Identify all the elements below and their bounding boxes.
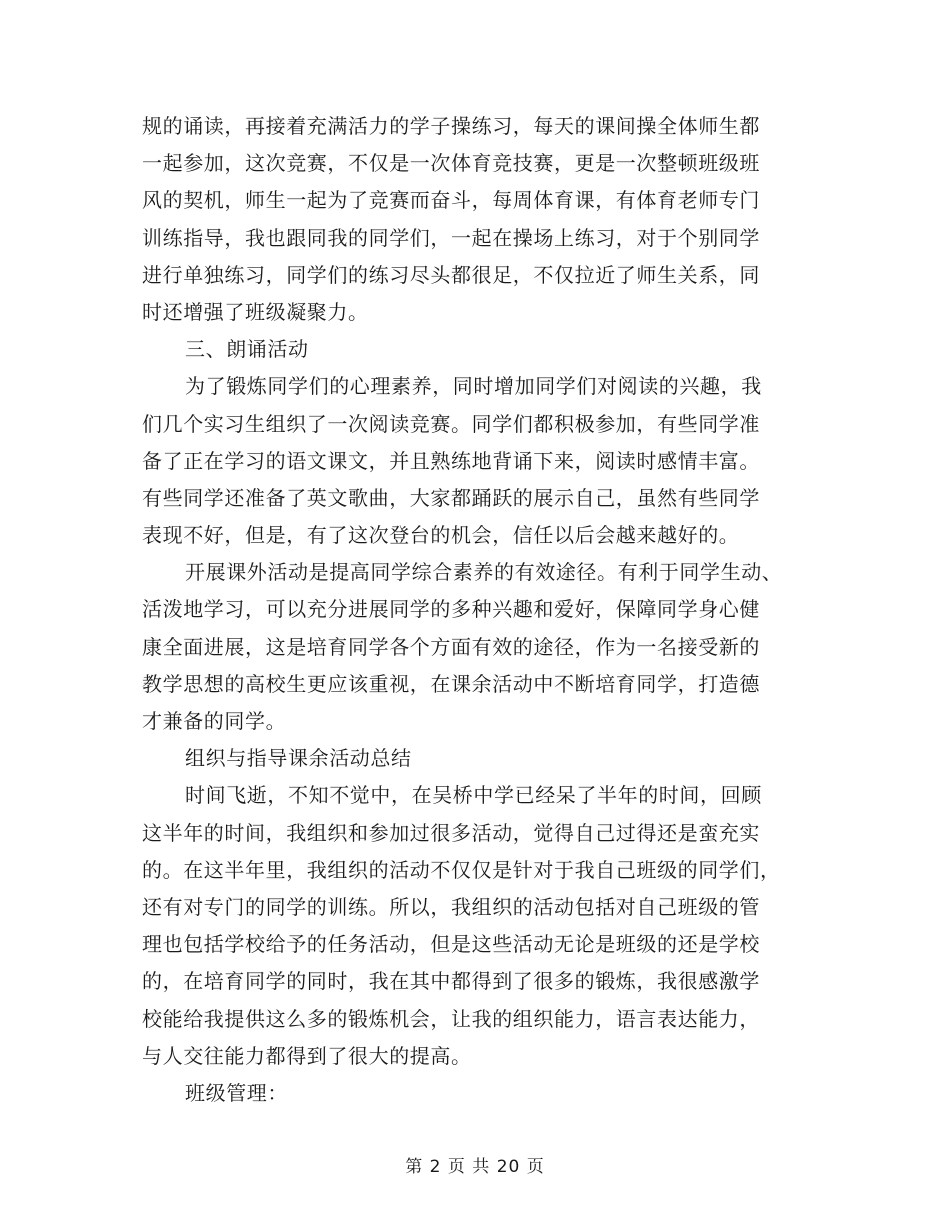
text-line: 与人交往能力都得到了很大的提高。 xyxy=(142,1043,472,1068)
text-line: 训练指导，我也跟同我的同学们，一起在操场上练习，对于个别同学 xyxy=(142,225,760,250)
text-line: 的。在这半年里，我组织的活动不仅仅是针对于我自己班级的同学们， xyxy=(142,857,781,882)
text-line: 有些同学还准备了英文歌曲，大家都踊跃的展示自己，虽然有些同学 xyxy=(142,485,760,510)
text-line: 康全面进展，这是培育同学各个方面有效的途径，作为一名接受新的 xyxy=(142,634,760,659)
text-line: 风的契机，师生一起为了竞赛而奋斗，每周体育课，有体育老师专门 xyxy=(142,188,760,213)
current-page-number: 2 xyxy=(429,1157,442,1177)
footer-suffix: 页 xyxy=(526,1157,545,1177)
text-line: 时间飞逝，不知不觉中，在吴桥中学已经呆了半年的时间，回顾 xyxy=(185,783,762,808)
text-line: 还有对专门的同学的训练。所以，我组织的活动包括对自己班级的管 xyxy=(142,894,760,919)
text-line: 们几个实习生组织了一次阅读竞赛。同学们都积极参加，有些同学准 xyxy=(142,411,760,436)
text-line: 表现不好，但是，有了这次登台的机会，信任以后会越来越好的。 xyxy=(142,523,740,548)
text-line: 开展课外活动是提高同学综合素养的有效途径。有利于同学生动、 xyxy=(185,560,783,585)
text-line: 时还增强了班级凝聚力。 xyxy=(142,299,369,324)
text-line: 教学思想的高校生更应该重视，在课余活动中不断培育同学，打造德 xyxy=(142,671,760,696)
document-body xyxy=(142,108,802,1112)
text-line: 三、朗诵活动 xyxy=(185,337,309,362)
text-line: 规的诵读，再接着充满活力的学子操练习，每天的课间操全体师生都 xyxy=(142,114,760,138)
text-line: 为了锻炼同学们的心理素养，同时增加同学们对阅读的兴趣，我 xyxy=(185,374,762,399)
text-line: 理也包括学校给予的任务活动，但是这些活动无论是班级的还是学校 xyxy=(142,932,760,957)
text-line: 校能给我提供这么多的锻炼机会，让我的组织能力，语言表达能力， xyxy=(142,1006,760,1031)
page-footer xyxy=(0,1152,950,1177)
text-line: 的，在培育同学的同时，我在其中都得到了很多的锻炼，我很感激学 xyxy=(142,969,760,994)
footer-middle: 页 共 xyxy=(447,1157,491,1177)
text-line: 一起参加，这次竞赛，不仅是一次体育竞技赛，更是一次整顿班级班 xyxy=(142,151,760,176)
text-line: 进行单独练习，同学们的练习尽头都很足，不仅拉近了师生关系，同 xyxy=(142,262,760,287)
text-line: 活泼地学习，可以充分进展同学的多种兴趣和爱好，保障同学身心健 xyxy=(142,597,760,622)
text-line: 才兼备的同学。 xyxy=(142,709,287,733)
text-line: 班级管理： xyxy=(185,1080,288,1105)
text-line: 组织与指导课余活动总结 xyxy=(185,746,412,771)
text-line: 这半年的时间，我组织和参加过很多活动，觉得自己过得还是蛮充实 xyxy=(142,820,760,845)
total-page-count: 20 xyxy=(496,1157,521,1177)
text-line: 备了正在学习的语文课文，并且熟练地背诵下来，阅读时感情丰富。 xyxy=(142,448,760,473)
footer-prefix: 第 xyxy=(405,1157,424,1177)
